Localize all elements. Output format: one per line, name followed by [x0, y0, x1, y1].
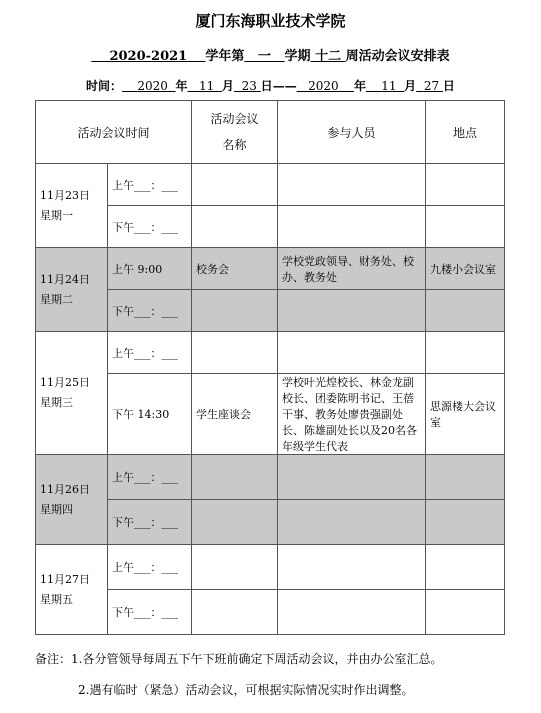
slot-people [278, 164, 426, 206]
range-dash: —— [272, 79, 297, 93]
academic-year: 2020-2021 [109, 49, 188, 64]
term-mid: 学期 [284, 49, 311, 64]
slot-people [278, 206, 426, 248]
note-line-1: 备注：1.各分管领导每周五下午下班前确定下周活动会议，并由办公室汇总。 [35, 652, 443, 666]
slot-time: 上午 9:00 [108, 248, 192, 290]
slot-people: 学校叶光煌校长、林金龙副校长、团委陈明书记、王蓓干事、教务处廖贵强副处长、陈雄副处长以及20名各年级学生代表 [278, 374, 426, 455]
header-time: 活动会议时间 [36, 101, 192, 164]
term-prefix: 学年第 [205, 49, 245, 64]
slot-place [426, 164, 505, 206]
slot-place [426, 290, 505, 332]
slot-place [426, 206, 505, 248]
slot-place [426, 590, 505, 635]
week-number: 十二 [315, 49, 342, 64]
slot-name [192, 332, 278, 374]
slot-name [192, 590, 278, 635]
term-number: 一 [257, 49, 271, 64]
slot-people: 学校党政领导、财务处、校办、教务处 [278, 248, 426, 290]
slot-name [192, 206, 278, 248]
slot-time: 上午___：___ [108, 545, 192, 590]
header-name: 活动会议 名称 [192, 101, 278, 164]
date-range [0, 77, 541, 94]
slot-people [278, 545, 426, 590]
slot-time: 上午___：___ [108, 332, 192, 374]
day-char: 日 [260, 79, 273, 93]
table-row [36, 545, 505, 590]
table-header-row [36, 101, 505, 164]
table-row [36, 332, 505, 374]
slot-people [278, 290, 426, 332]
slot-people [278, 332, 426, 374]
schedule-table [35, 100, 505, 635]
end-year: 2020 [308, 79, 339, 93]
slot-name [192, 500, 278, 545]
start-year: 2020 [137, 79, 168, 93]
slot-place [426, 455, 505, 500]
slot-people [278, 500, 426, 545]
slot-time: 下午 14:30 [108, 374, 192, 455]
day-cell: 11月24日 星期二 [36, 248, 108, 332]
slot-place [426, 332, 505, 374]
start-day: 23 [241, 79, 257, 93]
table-row [36, 455, 505, 500]
slot-name [192, 290, 278, 332]
document-title: 厦门东海职业技术学院 [195, 12, 346, 30]
day-cell: 11月25日 星期三 [36, 332, 108, 455]
slot-time: 上午___：___ [108, 164, 192, 206]
term-suffix: 周活动会议安排表 [345, 49, 450, 64]
slot-place [426, 500, 505, 545]
slot-place: 思源楼大会议室 [426, 374, 505, 455]
table-row [36, 164, 505, 206]
slot-people [278, 455, 426, 500]
slot-place: 九楼小会议室 [426, 248, 505, 290]
slot-time: 下午___：___ [108, 590, 192, 635]
header-place: 地点 [426, 101, 505, 164]
end-day: 27 [423, 79, 440, 93]
slot-people [278, 590, 426, 635]
slot-name: 学生座谈会 [192, 374, 278, 455]
slot-time: 上午___：___ [108, 455, 192, 500]
slot-time: 下午___：___ [108, 500, 192, 545]
slot-name: 校务会 [192, 248, 278, 290]
day-char: 日 [442, 79, 455, 93]
day-cell: 11月27日 星期五 [36, 545, 108, 635]
slot-name [192, 455, 278, 500]
header-people: 参与人员 [278, 101, 426, 164]
end-month: 11 [381, 79, 397, 93]
table-row [36, 248, 505, 290]
slot-time: 下午___：___ [108, 206, 192, 248]
start-month: 11 [198, 79, 215, 93]
year-char: 年 [175, 79, 188, 93]
slot-time: 下午___：___ [108, 290, 192, 332]
month-char: 月 [221, 79, 234, 93]
slot-name [192, 164, 278, 206]
note-line-2: 2.遇有临时（紧急）活动会议，可根据实际情况实时作出调整。 [78, 683, 414, 697]
month-char: 月 [404, 79, 417, 93]
slot-name [192, 545, 278, 590]
day-cell: 11月26日 星期四 [36, 455, 108, 545]
time-label: 时间： [86, 79, 123, 93]
schedule-subtitle [0, 45, 541, 64]
year-char: 年 [353, 79, 366, 93]
slot-place [426, 545, 505, 590]
day-cell: 11月23日 星期一 [36, 164, 108, 248]
